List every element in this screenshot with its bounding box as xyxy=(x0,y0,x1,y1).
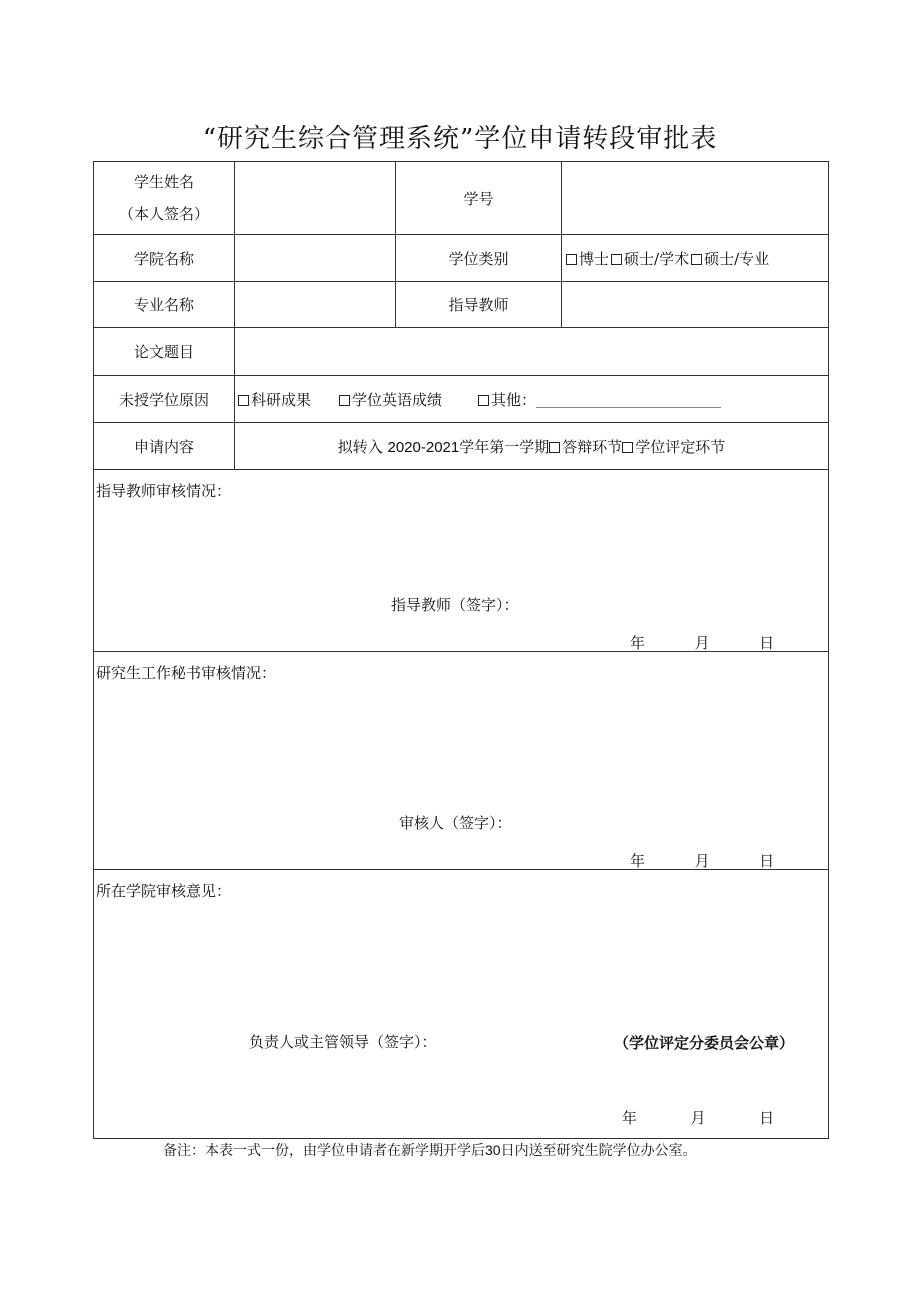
advisor-review-section[interactable] xyxy=(94,470,829,652)
secretary-signature-label: 审核人（签字）： xyxy=(399,814,512,832)
apply-prefix: 拟转入 xyxy=(337,437,383,456)
thesis-field[interactable] xyxy=(235,328,829,376)
row-college-review xyxy=(94,870,829,1139)
college-signature-label: 负责人或主管领导（签字）： xyxy=(249,1033,437,1051)
college-review-date xyxy=(622,1107,774,1128)
date-month: 月 xyxy=(694,852,710,870)
apply-years: 2020-2021 xyxy=(387,438,460,456)
reason-english-checkbox[interactable] xyxy=(339,395,350,406)
row-reason xyxy=(94,376,829,423)
row-advisor-review xyxy=(94,470,829,652)
page-title: “研究生综合管理系统”学位申请转段审批表 xyxy=(202,124,718,154)
apply-evaluation-checkbox[interactable] xyxy=(622,442,633,453)
reason-research-label: 科研成果 xyxy=(251,390,312,409)
apply-content xyxy=(235,423,829,470)
apply-defense-label: 答辩环节 xyxy=(562,437,623,456)
apply-evaluation-label: 学位评定环节 xyxy=(635,437,726,456)
reason-english-label: 学位英语成绩 xyxy=(352,390,443,409)
footnote-days: 30 xyxy=(485,1142,501,1158)
student-name-sublabel: （本人签名） xyxy=(118,205,209,223)
apply-term: 学年第一学期 xyxy=(459,437,550,456)
student-id-field[interactable] xyxy=(562,162,829,235)
advisor-review-heading: 指导教师审核情况： xyxy=(96,482,232,500)
row-major xyxy=(94,282,829,328)
degree-master-academic-label: 硕士/学术 xyxy=(624,249,690,268)
college-field[interactable] xyxy=(235,235,396,282)
reason-research-checkbox[interactable] xyxy=(238,395,249,406)
date-year: 年 xyxy=(630,852,646,870)
apply-label: 申请内容 xyxy=(94,423,235,470)
advisor-signature-label: 指导教师（签字）： xyxy=(391,596,519,614)
degree-type-label: 学位类别 xyxy=(396,235,562,282)
student-name-field[interactable] xyxy=(235,162,396,235)
footnote-suffix: 日内送至研究生院学位办公室。 xyxy=(500,1143,697,1159)
college-review-heading: 所在学院审核意见： xyxy=(96,882,232,900)
row-college xyxy=(94,235,829,282)
thesis-label: 论文题目 xyxy=(94,328,235,376)
date-day: 日 xyxy=(759,1109,775,1127)
secretary-review-heading: 研究生工作秘书审核情况： xyxy=(96,664,277,682)
reason-options xyxy=(235,376,829,423)
footnote-prefix: 备注：本表一式一份，由学位申请者在新学期开学后 xyxy=(163,1143,485,1159)
degree-doctor-label: 博士 xyxy=(579,249,610,268)
college-review-section[interactable] xyxy=(94,870,829,1139)
date-year: 年 xyxy=(622,1109,638,1127)
date-day: 日 xyxy=(759,634,775,652)
row-thesis xyxy=(94,328,829,376)
degree-master-professional-checkbox[interactable] xyxy=(691,254,702,265)
student-name-label-cell xyxy=(94,162,235,235)
degree-type-options xyxy=(562,235,829,282)
advisor-review-date xyxy=(630,632,774,653)
secretary-review-date xyxy=(630,850,774,871)
reason-other-input[interactable] xyxy=(536,393,721,408)
date-year: 年 xyxy=(630,634,646,652)
degree-master-academic-checkbox[interactable] xyxy=(611,254,622,265)
apply-defense-checkbox[interactable] xyxy=(549,442,560,453)
degree-master-professional-label: 硕士/专业 xyxy=(704,249,770,268)
major-label: 专业名称 xyxy=(94,282,235,328)
footnote xyxy=(163,1140,697,1160)
row-secretary-review xyxy=(94,652,829,870)
reason-other-label: 其他： xyxy=(491,390,537,409)
student-id-label: 学号 xyxy=(396,162,562,235)
row-apply xyxy=(94,423,829,470)
advisor-field[interactable] xyxy=(562,282,829,328)
degree-doctor-checkbox[interactable] xyxy=(566,254,577,265)
date-month: 月 xyxy=(694,634,710,652)
college-label: 学院名称 xyxy=(94,235,235,282)
approval-form-table xyxy=(93,161,829,1139)
row-student-name xyxy=(94,162,829,235)
reason-label: 未授学位原因 xyxy=(94,376,235,423)
reason-other-checkbox[interactable] xyxy=(478,395,489,406)
student-name-label: 学生姓名 xyxy=(133,173,194,191)
advisor-label: 指导教师 xyxy=(396,282,562,328)
secretary-review-section[interactable] xyxy=(94,652,829,870)
major-field[interactable] xyxy=(235,282,396,328)
date-month: 月 xyxy=(690,1109,706,1127)
committee-seal-label: （学位评定分委员会公章） xyxy=(614,1035,795,1052)
date-day: 日 xyxy=(759,852,775,870)
